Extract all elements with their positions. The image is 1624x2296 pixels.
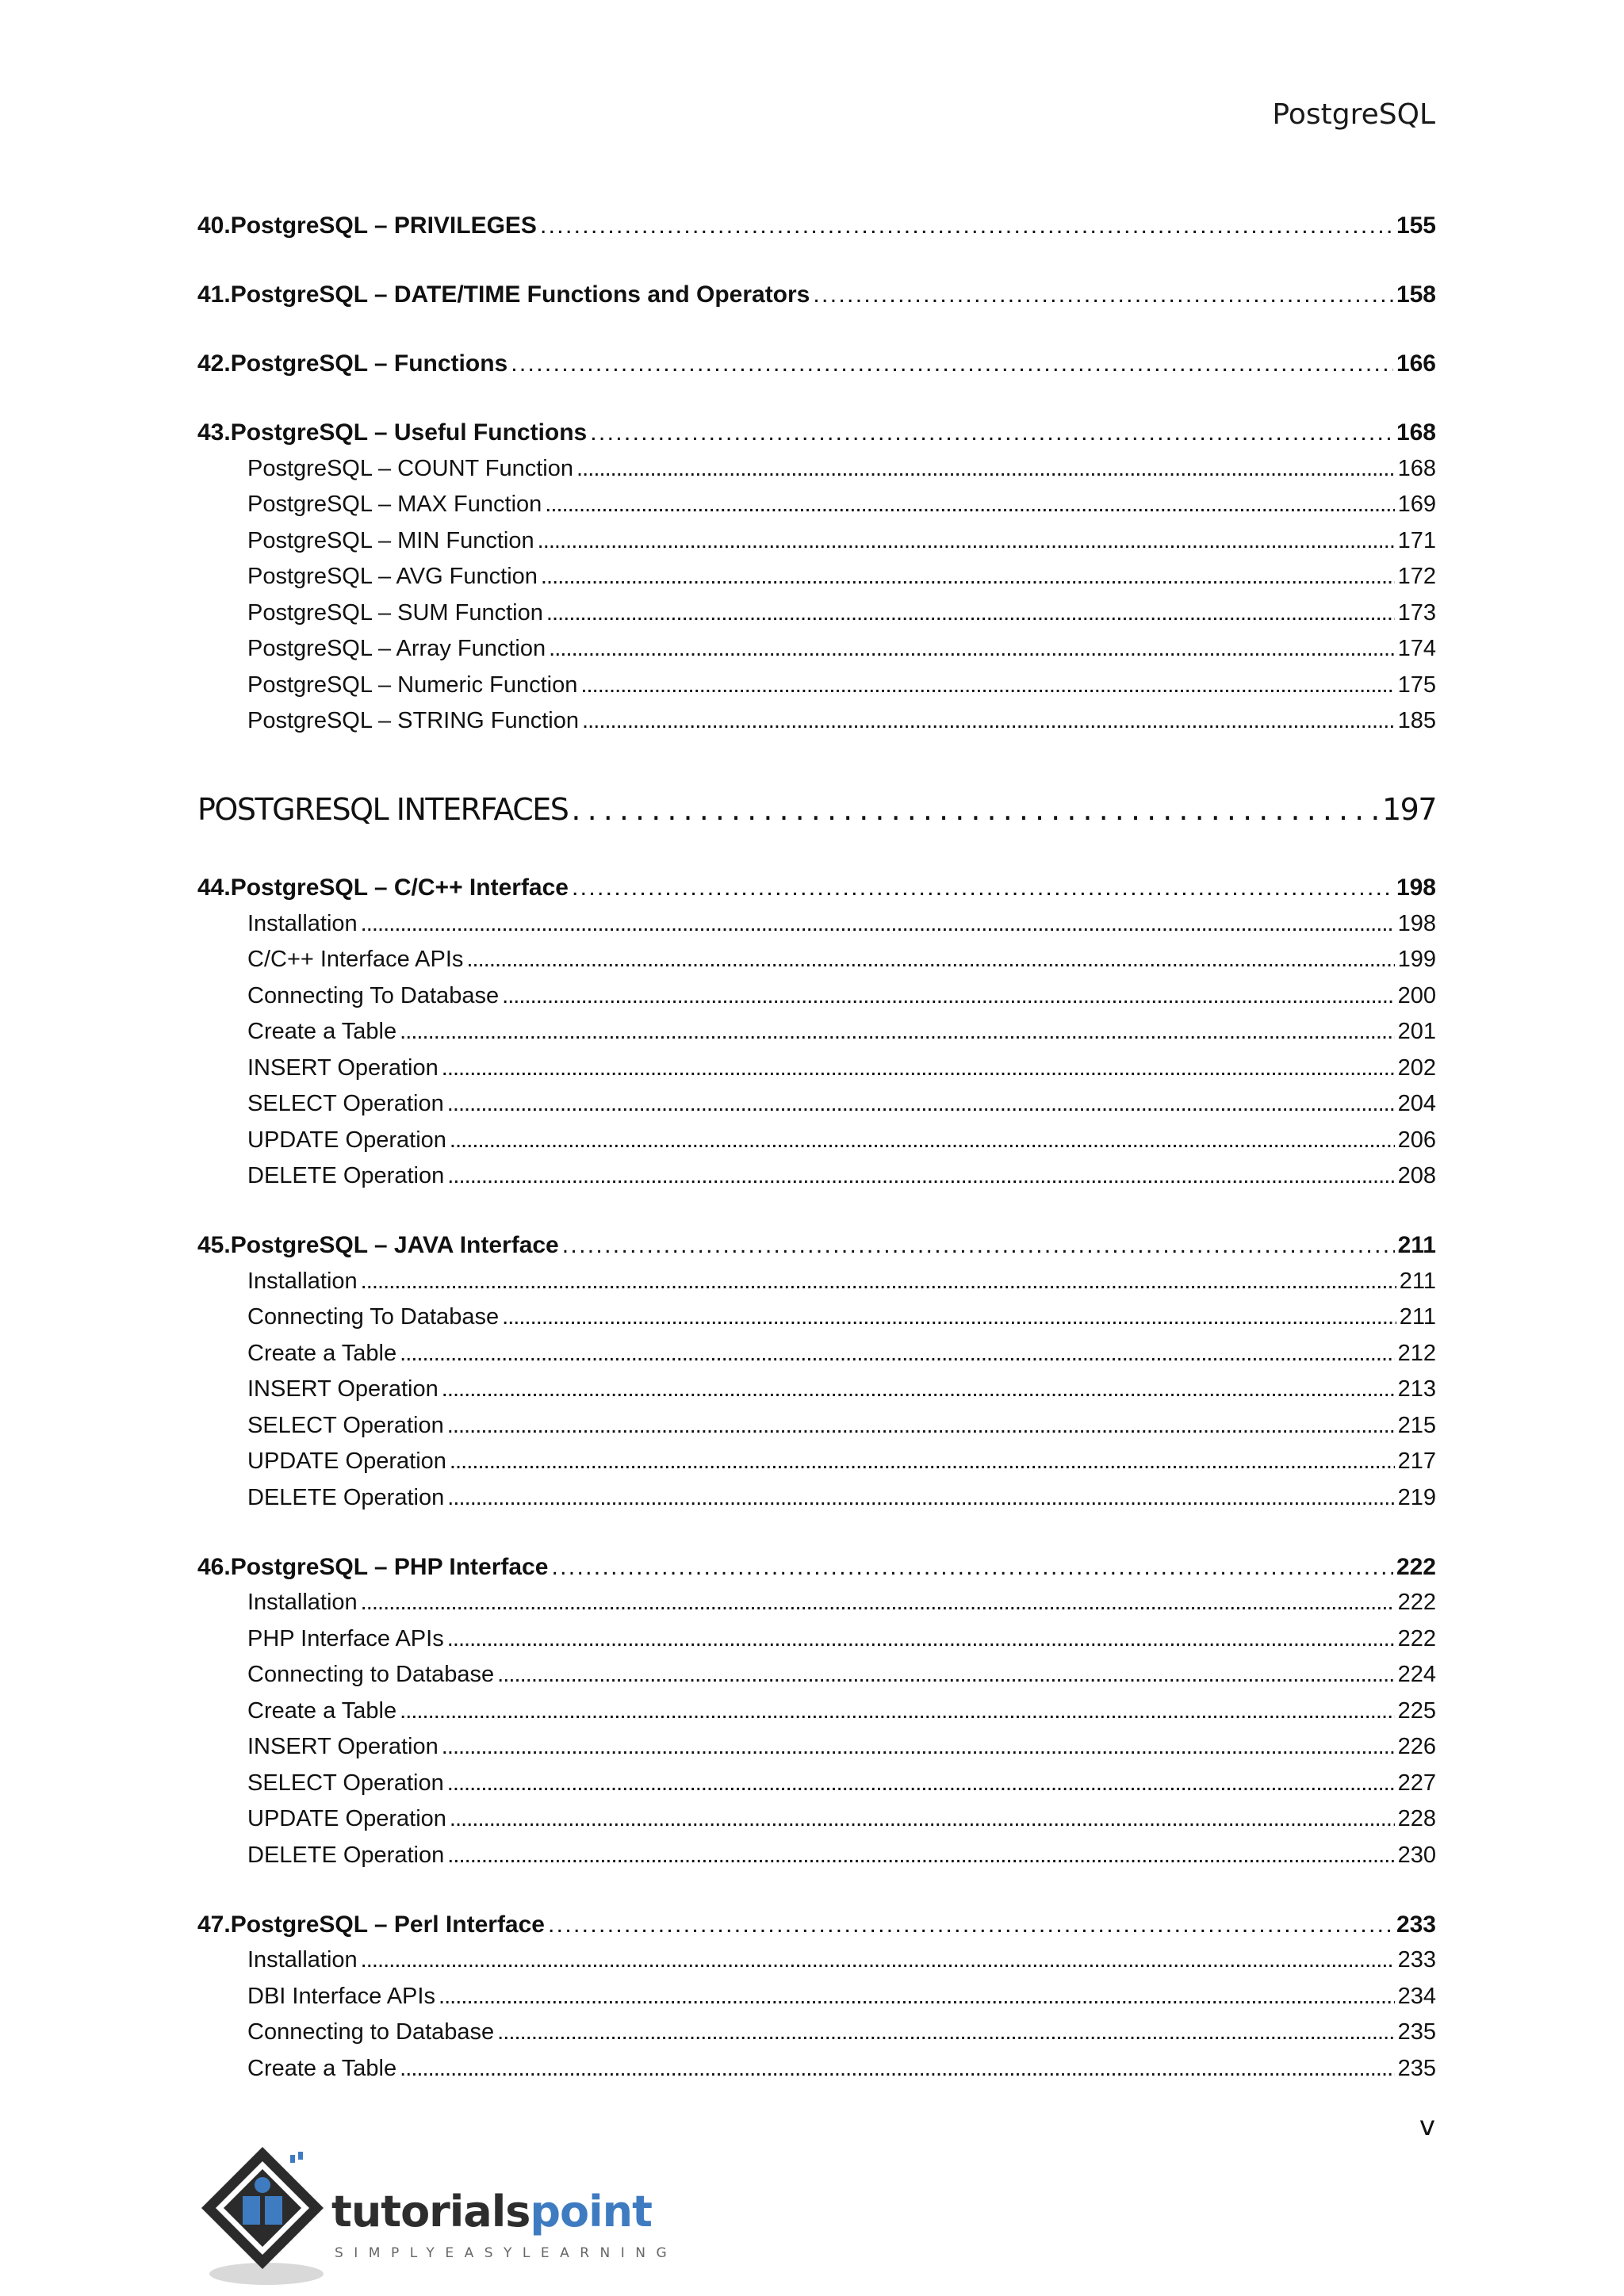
- toc-page-number: 201: [1397, 1019, 1436, 1044]
- dot-leader: [447, 1413, 1395, 1439]
- toc-page-number: 213: [1397, 1376, 1436, 1402]
- dot-leader: [361, 1269, 1396, 1295]
- toc-entry-title: Installation: [247, 910, 358, 936]
- toc-entry-title: Connecting To Database: [247, 1304, 500, 1330]
- toc-page-number: 225: [1397, 1697, 1436, 1724]
- toc-chapter-entry[interactable]: [197, 874, 1436, 901]
- toc-section-entry[interactable]: [197, 2056, 1436, 2082]
- toc-section-entry[interactable]: [197, 528, 1436, 554]
- dot-leader: [450, 1127, 1395, 1154]
- dot-leader: [582, 708, 1395, 734]
- toc-entry-title: PostgreSQL – DATE/TIME Functions and Operators: [230, 281, 810, 308]
- toc-page-number: 233: [1396, 1911, 1436, 1938]
- toc-entry-title: PHP Interface APIs: [247, 1625, 444, 1651]
- toc-entry-title: Create a Table: [247, 1697, 397, 1724]
- toc-section-entry[interactable]: [197, 636, 1436, 662]
- toc-entry-title: Installation: [247, 1590, 358, 1615]
- toc-section-entry[interactable]: [197, 947, 1436, 973]
- toc-entry-title: DBI Interface APIs: [247, 1983, 435, 2009]
- toc-section-entry[interactable]: [197, 1590, 1436, 1616]
- toc-entry-title: PostgreSQL – PHP Interface: [230, 1553, 549, 1580]
- toc-page-number: 168: [1397, 455, 1436, 481]
- logo-emblem-icon: [195, 2141, 330, 2291]
- dot-leader: [466, 947, 1394, 973]
- toc-page-number: 219: [1397, 1484, 1436, 1510]
- toc-entry-title: PostgreSQL – STRING Function: [247, 708, 579, 733]
- toc-section-entry[interactable]: [197, 1947, 1436, 1973]
- toc-page-number: 227: [1397, 1770, 1436, 1796]
- toc-section-entry[interactable]: [197, 1055, 1436, 1081]
- toc-entry-title: PostgreSQL – Array Function: [247, 636, 546, 661]
- running-header: PostgreSQL: [1272, 98, 1435, 131]
- toc-section-entry[interactable]: [197, 456, 1436, 482]
- toc-page-number: 211: [1397, 1232, 1436, 1258]
- toc-page-number: 228: [1397, 1806, 1436, 1831]
- toc-entry-title: PostgreSQL – Perl Interface: [230, 1911, 545, 1938]
- toc-chapter-number: 44.: [197, 874, 231, 901]
- dot-leader: [580, 672, 1394, 698]
- toc-page-number: 158: [1396, 281, 1436, 308]
- dot-leader: [562, 1232, 1395, 1259]
- toc-entry-title: PostgreSQL – Useful Functions: [230, 419, 588, 446]
- toc-page-number: 199: [1397, 947, 1436, 972]
- dot-leader: [497, 1662, 1394, 1688]
- toc-chapter-entry[interactable]: [197, 1911, 1436, 1938]
- dot-leader: [442, 1376, 1395, 1402]
- toc-entry-title: PostgreSQL – PRIVILEGES: [230, 212, 537, 239]
- toc-page-number: 198: [1397, 910, 1436, 936]
- dot-leader: [546, 600, 1395, 626]
- toc-entry-title: Create a Table: [247, 1340, 397, 1366]
- toc-section-entry[interactable]: [197, 672, 1436, 698]
- dot-leader: [572, 874, 1393, 901]
- toc-section-entry[interactable]: [197, 1734, 1436, 1760]
- toc-page-number: 235: [1397, 2055, 1436, 2081]
- toc-entry-title: PostgreSQL – C/C++ Interface: [230, 874, 569, 901]
- dot-leader: [400, 1019, 1395, 1045]
- dot-leader: [400, 1698, 1395, 1724]
- toc-entry-title: PostgreSQL – COUNT Function: [247, 455, 573, 481]
- toc-chapter-number: 45.: [197, 1232, 231, 1258]
- dot-leader: [439, 1984, 1395, 2010]
- toc-page-number: 166: [1396, 350, 1436, 377]
- toc-entry-title: INSERT Operation: [247, 1054, 439, 1081]
- toc-entry-title: Create a Table: [247, 1019, 397, 1044]
- dot-leader: [502, 1304, 1396, 1330]
- toc-page-number: 215: [1397, 1412, 1436, 1438]
- toc-section-entry[interactable]: [197, 1448, 1436, 1475]
- toc-page-number: 234: [1397, 1983, 1436, 2009]
- toc-entry-title: Connecting To Database: [247, 982, 500, 1008]
- toc-page-number: 235: [1397, 2019, 1436, 2045]
- toc-page-number: 168: [1396, 419, 1436, 446]
- toc-chapter-entry[interactable]: [197, 212, 1436, 239]
- toc-entry-title: INSERT Operation: [247, 1734, 439, 1759]
- toc-section-entry[interactable]: [197, 1341, 1436, 1367]
- dot-leader: [450, 1806, 1395, 1832]
- toc-entry-title: Connecting to Database: [247, 1662, 495, 1687]
- toc-section-entry[interactable]: [197, 983, 1436, 1009]
- dot-leader: [497, 2019, 1394, 2045]
- dot-leader: [548, 1911, 1393, 1938]
- toc-entry-title: UPDATE Operation: [247, 1127, 446, 1153]
- toc-page-number: 200: [1397, 982, 1436, 1008]
- toc-page-number: 155: [1396, 212, 1436, 239]
- toc-page-number: 226: [1397, 1734, 1436, 1759]
- toc-page-number: 212: [1397, 1340, 1436, 1366]
- toc-entry-title: Create a Table: [247, 2055, 397, 2081]
- logo-wordmark-part2: point: [530, 2187, 652, 2237]
- tutorialspoint-logo: [195, 2141, 687, 2291]
- toc-section-entry[interactable]: [197, 1127, 1436, 1154]
- toc-entry-title: PostgreSQL – SUM Function: [247, 599, 543, 626]
- toc-page-number: 224: [1397, 1662, 1436, 1687]
- toc-entry-title: SELECT Operation: [247, 1770, 444, 1796]
- toc-section-entry[interactable]: [197, 1304, 1436, 1330]
- toc-section-entry[interactable]: [197, 492, 1436, 518]
- toc-section-entry[interactable]: [197, 911, 1436, 937]
- toc-page-number: 204: [1397, 1091, 1436, 1116]
- toc-entry-title: PostgreSQL – Numeric Function: [247, 672, 578, 698]
- dot-leader: [590, 419, 1393, 446]
- toc-page-number: 211: [1399, 1304, 1436, 1330]
- toc-chapter-entry[interactable]: [197, 350, 1436, 377]
- toc-section-entry[interactable]: [197, 1662, 1436, 1688]
- dot-leader: [447, 1163, 1394, 1189]
- toc-page-number: 222: [1396, 1553, 1436, 1580]
- toc-chapter-number: 41.: [197, 281, 231, 308]
- toc-page-number: 174: [1397, 636, 1436, 661]
- dot-leader: [361, 1590, 1395, 1616]
- toc-entry-title: C/C++ Interface APIs: [247, 947, 464, 972]
- dot-leader: [571, 792, 1379, 827]
- dot-leader: [447, 1843, 1394, 1869]
- toc-page-number: 198: [1396, 874, 1436, 901]
- toc-entry-title: INSERT Operation: [247, 1376, 439, 1402]
- toc-entry-title: DELETE Operation: [247, 1484, 445, 1510]
- toc-chapter-entry[interactable]: [197, 1554, 1436, 1581]
- dot-leader: [549, 636, 1395, 662]
- toc-page-number: 206: [1397, 1127, 1436, 1153]
- toc-entry-title: PostgreSQL – JAVA Interface: [230, 1232, 559, 1258]
- dot-leader: [511, 350, 1393, 377]
- dot-leader: [538, 528, 1395, 554]
- toc-entry-title: PostgreSQL – Functions: [230, 350, 508, 377]
- dot-leader: [447, 1091, 1395, 1117]
- toc-page-number: 230: [1397, 1842, 1436, 1868]
- dot-leader: [400, 1341, 1395, 1367]
- logo-wordmark-part1: tutorials: [331, 2187, 530, 2237]
- toc-entry-title: PostgreSQL – MIN Function: [247, 527, 534, 553]
- dot-leader: [361, 1947, 1395, 1973]
- toc-page-number: 173: [1397, 599, 1436, 626]
- toc-chapter-number: 43.: [197, 419, 231, 446]
- dot-leader: [576, 456, 1395, 482]
- toc-section-entry[interactable]: [197, 1413, 1436, 1439]
- toc-section-entry[interactable]: [197, 1376, 1436, 1402]
- toc-section-entry[interactable]: [197, 1485, 1436, 1511]
- toc-entry-title: Connecting to Database: [247, 2019, 495, 2045]
- toc-chapter-entry[interactable]: [197, 419, 1436, 446]
- toc-section-entry[interactable]: [197, 2019, 1436, 2045]
- toc-section-entry[interactable]: [197, 1269, 1436, 1295]
- toc-chapter-entry[interactable]: [197, 1232, 1436, 1259]
- dot-leader: [442, 1055, 1395, 1081]
- toc-section-entry[interactable]: [197, 1843, 1436, 1869]
- toc-section-entry[interactable]: [197, 1626, 1436, 1652]
- toc-section-entry[interactable]: [197, 1163, 1436, 1189]
- toc-section-entry[interactable]: [197, 708, 1436, 734]
- toc-section-entry[interactable]: [197, 1806, 1436, 1832]
- toc-page-number: 217: [1397, 1448, 1436, 1474]
- toc-section-entry[interactable]: [197, 1770, 1436, 1797]
- toc-part-entry[interactable]: [197, 792, 1436, 827]
- toc-page-number: 208: [1397, 1163, 1436, 1188]
- toc-page-number: 185: [1397, 708, 1436, 733]
- toc-page-number: 171: [1397, 527, 1436, 553]
- toc-entry-title: SELECT Operation: [247, 1091, 444, 1116]
- toc-section-entry[interactable]: [197, 1091, 1436, 1117]
- toc-page-number: 175: [1397, 672, 1436, 698]
- toc-entry-title: POSTGRESQL INTERFACES: [197, 792, 569, 827]
- dot-leader: [400, 2056, 1395, 2082]
- toc-page-number: 211: [1399, 1268, 1436, 1294]
- dot-leader: [447, 1626, 1395, 1652]
- toc-page-number: 202: [1397, 1054, 1436, 1081]
- toc-entry-title: UPDATE Operation: [247, 1806, 446, 1831]
- toc-page-number: 222: [1397, 1625, 1436, 1651]
- toc-entry-title: PostgreSQL – MAX Function: [247, 492, 542, 517]
- dot-leader: [551, 1554, 1393, 1581]
- dot-leader: [813, 281, 1393, 308]
- dot-leader: [545, 492, 1394, 518]
- toc-section-entry[interactable]: [197, 1984, 1436, 2010]
- toc-page-number: 233: [1397, 1947, 1436, 1973]
- toc-section-entry[interactable]: [197, 564, 1436, 590]
- dot-leader: [447, 1485, 1394, 1511]
- toc-page-number: 169: [1397, 492, 1436, 517]
- toc-entry-title: DELETE Operation: [247, 1163, 445, 1188]
- toc-chapter-number: 42.: [197, 350, 231, 377]
- dot-leader: [442, 1734, 1395, 1760]
- toc-page-number: 222: [1397, 1590, 1436, 1615]
- dot-leader: [447, 1770, 1395, 1797]
- toc-chapter-number: 47.: [197, 1911, 231, 1938]
- dot-leader: [502, 983, 1395, 1009]
- toc-page-number: 172: [1397, 564, 1436, 589]
- dot-leader: [540, 212, 1393, 239]
- toc-page-number: 197: [1381, 792, 1436, 827]
- toc-section-entry[interactable]: [197, 1019, 1436, 1045]
- toc-chapter-number: 40.: [197, 212, 231, 239]
- toc-entry-title: SELECT Operation: [247, 1412, 444, 1438]
- toc-chapter-number: 46.: [197, 1553, 231, 1580]
- logo-tagline: SIMPLYEASYLEARNING: [335, 2245, 678, 2261]
- toc-entry-title: DELETE Operation: [247, 1842, 445, 1868]
- dot-leader: [361, 911, 1395, 937]
- toc-chapter-entry[interactable]: [197, 281, 1436, 308]
- toc-entry-title: Installation: [247, 1947, 358, 1973]
- toc-section-entry[interactable]: [197, 1698, 1436, 1724]
- toc-entry-title: PostgreSQL – AVG Function: [247, 564, 538, 589]
- dot-leader: [450, 1448, 1395, 1475]
- page-number: v: [1419, 2110, 1435, 2142]
- toc-section-entry[interactable]: [197, 600, 1436, 626]
- toc-entry-title: UPDATE Operation: [247, 1448, 446, 1474]
- toc-entry-title: Installation: [247, 1268, 358, 1294]
- dot-leader: [541, 564, 1395, 590]
